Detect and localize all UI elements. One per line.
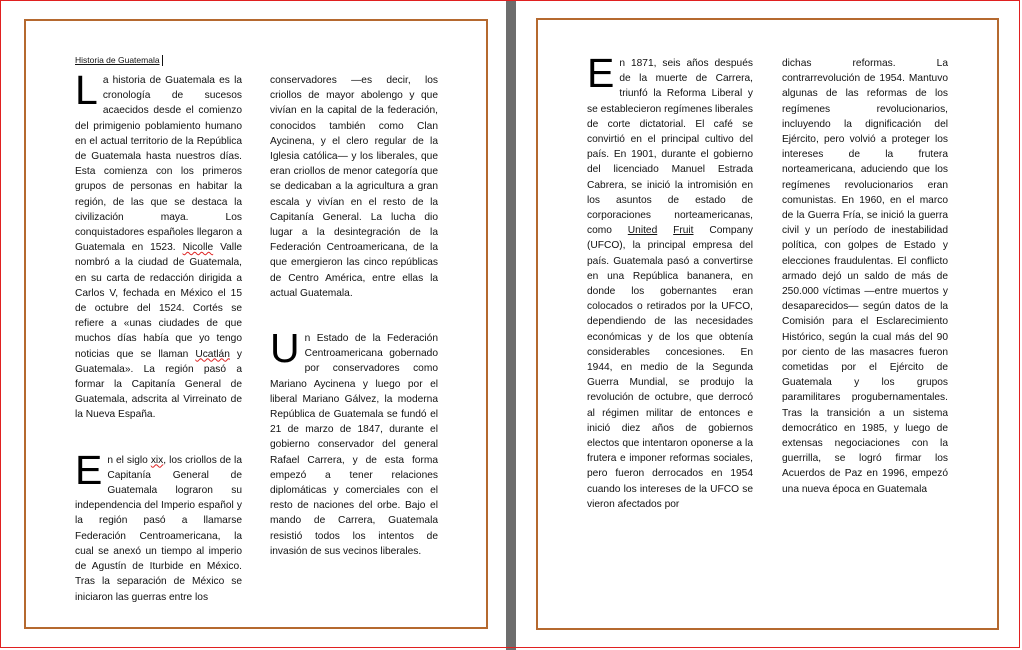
underlined-word[interactable]: United [627, 225, 658, 237]
right-column-1[interactable] [587, 50, 753, 512]
dropcap-letter: E [75, 446, 103, 493]
dropcap-letter: L [75, 67, 98, 113]
spelling-error-word[interactable]: Ucatlán [195, 348, 230, 360]
paragraph-text: , los criollos de la Capitanía General de Guatemala lograron su independencia del Imperio español y la región pasó a llamarse Federación Centroamericana, la cual se anexó un tiempo al imperio de Agustín de Iturbide en México. Tras la separación de México se iniciaron las guerras entre los [75, 454, 242, 603]
header-title[interactable]: Historia de Guatemala [75, 55, 160, 65]
dropcap-letter: U [270, 325, 300, 372]
paragraph-conservadores: conservadores —es decir, los criollos de mayor abolengo y que vivían en la capital de la federación, conocidos también como Clan Aycinena, y el clero regular de la Iglesia católica— y los liberales, que eran criollos de menor categoría que se dedicaban a la agricultura a gran escala y vivían en el resto de la Capitanía General. La lucha dio lugar a la desintegración de la Federación Centroamericana, de la que emergieron las cinco repúblicas de Centro América, entre ellas la actual Guatemala. [270, 75, 438, 299]
left-column-1[interactable] [75, 67, 243, 605]
left-column-2[interactable] [270, 73, 438, 559]
paragraph-contrarrevolucion: dichas reformas. La contrarrevolución de 1954. Mantuvo algunas de las reformas de los regímenes revolucionarios, incluyendo la dignificación del Ejército, pero volvió a proteger los intereses de la frutera norteamericana, aduciendo que los regímenes revolucionarios eran comunistas. En 1960, en el marco de la Guerra Fría, se inició la guerra civil y un período de inestabilidad política, con golpes de Estado y elecciones fraudulentas. El conflicto armado dejó un saldo de más de 250.000 víctimas —entre muertos y desaparecidos— según datos de la Comisión para el Esclarecimiento Histórico, según la cual más del 90 por ciento de las masacres fueron cometidas por el Ejército de Guatemala y los grupos paramilitares progubernamentales. Tras la transición a un sistema democrático en 1985, y luego de extensas negociaciones con la guerrilla, se logró firmar los Acuerdos de Paz en 1996, empezó una nueva época en Guatemala [782, 58, 948, 495]
paragraph-text: Company (UFCO), la principal empresa del país. Guatemala pasó a convertirse en una República bananera, en donde los gobernantes eran colocados o retirados por la UFCO, dependiendo de las necesidades económicas y de los que obtenía considerables concesiones. En 1944, en medio de la Segunda Guerra Mundial, se produjo la revolución de octubre, que derrocó al régimen militar de entonces e inició diez años de gobiernos electos que intentaron oponerse a la frutera e imponer reformas sociales, pero fueron derrocados en 1954 cuando los intereses de la UFCO se vieron afectados por [587, 225, 753, 510]
text-cursor [162, 55, 163, 66]
paragraph-text: n el siglo [107, 454, 151, 466]
right-column-2[interactable] [782, 56, 948, 497]
dropcap-letter: E [587, 50, 615, 96]
paragraph-text: n Estado de la Federación Centroamericana gobernado por conservadores como Mariano Aycinena y luego por el liberal Mariano Gálvez, la moderna República de Guatemala se fundó el 21 de marzo de 1847, durante el gobierno conservador del general Rafael Carrera, y de esta forma empezó a tener relaciones diplomáticas y comerciales con el resto de naciones del orbe. Bajo el mando de Carrera, Guatemala resistió todos los intentos de invasión de sus vecinos liberales. [270, 333, 438, 557]
spelling-error-word[interactable]: Fruit [673, 225, 694, 237]
spelling-error-word[interactable]: Nicolle [182, 242, 214, 254]
page-gutter [506, 0, 516, 650]
paragraph-estado [270, 325, 438, 559]
spelling-error-word[interactable]: xix [150, 454, 164, 466]
paragraph-text [657, 225, 673, 236]
paragraph-text: a historia de Guatemala es la cronología de sucesos acaecidos desde el comienzo del primigenio poblamiento humano en el actual territorio de la República de Guatemala hasta nuestros días. Esta comienza con los primeros grupos de personas en habitar la región, de las que se destaca la civilización maya. Los conquistadores españoles llegaron a Guatemala en 1523. [75, 75, 242, 254]
paragraph-intro [75, 67, 243, 423]
paragraph-reforma-liberal [587, 50, 753, 512]
paragraph-text: n 1871, seis años después de la muerte de Carrera, triunfó la Reforma Liberal y se establecieron regímenes liberales de corte dictatorial. El café se convirtió en el principal cultivo del país. En 1901, durante el gobierno del licenciado Manuel Estrada Cabrera, se inició la intromisión en los asuntos de estado de corporaciones norteamericanas, como [587, 58, 753, 237]
paragraph-text: y Guatemala». La región pasó a formar la Capitanía General de Guatemala, adscrita al Virreinato de la Nueva España. [75, 348, 242, 421]
paragraph-text: Valle nombró a la ciudad de Guatemala, en su carta de redacción dirigida a Carlos V, fechada en México el 15 de octubre del 1524. Cortés se refiere a «unas ciudades de que muchos días había que yo tengo noticias que se llaman [75, 242, 243, 360]
paragraph-independence [75, 446, 242, 605]
